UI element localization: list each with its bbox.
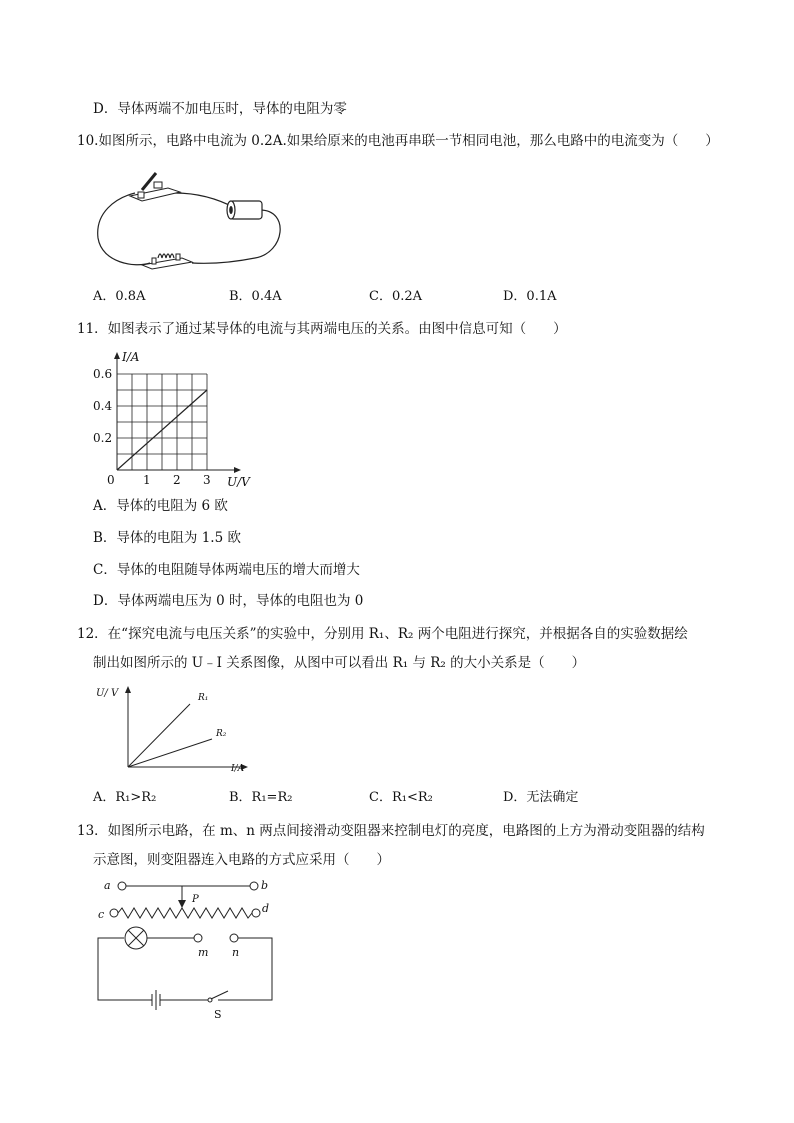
- q10-stem: 10.如图所示，电路中电流为 0.2A.如果给原来的电池再串联一节相同电池，那么电路中的电流变为（ ）: [77, 133, 719, 149]
- q13-label-b: b: [261, 879, 269, 892]
- q12-option-b[interactable]: B．R₁=R₂: [229, 790, 293, 805]
- q12-ui-graph: [94, 682, 264, 777]
- q12-stem-line1: 12．在“探究电流与电压关系”的实验中，分别用 R₁、R₂ 两个电阻进行探究，并根据各自的实验数据绘: [77, 626, 688, 642]
- q10-option-d[interactable]: D．0.1A: [503, 289, 557, 304]
- q13-terminal-m: [194, 934, 202, 942]
- q13-battery: [152, 990, 208, 1010]
- q12-r2-label: R₂: [216, 729, 227, 739]
- q11-x-tick-label: 3: [203, 473, 211, 487]
- q10-battery: [227, 201, 262, 219]
- q12-option-d[interactable]: D．无法确定: [503, 790, 579, 805]
- q12-r2-line: [128, 739, 212, 767]
- q10-wire: [98, 193, 150, 265]
- q11-y-tick-label: 0.6: [93, 367, 113, 381]
- q11-x-axis-label: U/V: [227, 475, 250, 489]
- q12-stem-line2: 制出如图所示的 U﹣I 关系图像，从图中可以看出 R₁ 与 R₂ 的大小关系是（ ）: [93, 655, 586, 671]
- q13-stem-line2: 示意图，则变阻器连入电路的方式应采用（ ）: [93, 852, 390, 868]
- q13-label-n: n: [232, 946, 240, 959]
- q11-grid: [117, 374, 207, 470]
- q13-stem-line1: 13．如图所示电路，在 m、n 两点间接滑动变阻器来控制电灯的亮度，电路图的上方为滑动变阻器的结构: [77, 823, 705, 839]
- q11-option-c[interactable]: C．导体的电阻随导体两端电压的增大而增大: [93, 562, 360, 578]
- q11-y-axis-label: I/A: [122, 350, 140, 364]
- q10-resistor: [142, 254, 192, 269]
- q12-r1-line: [128, 704, 190, 767]
- q9-option-d: D．导体两端不加电压时，导体的电阻为零: [93, 101, 347, 117]
- q13-wire-left: [98, 938, 152, 1000]
- q10-switch: [130, 173, 180, 201]
- q13-label-c: c: [98, 908, 105, 921]
- q13-label-s: S: [214, 1008, 222, 1021]
- q12-option-c[interactable]: C．R₁<R₂: [369, 790, 433, 805]
- q13-terminal-n: [230, 934, 238, 942]
- q11-stem: 11．如图表示了通过某导体的电流与其两端电压的关系。由图中信息可知（ ）: [77, 321, 567, 337]
- q13-lamp: [125, 927, 147, 949]
- q10-option-b[interactable]: B．0.4A: [229, 289, 282, 304]
- q12-x-label: I/A: [231, 764, 245, 774]
- q12-y-label: U/ V: [96, 688, 119, 699]
- q13-label-d: d: [262, 902, 270, 915]
- q10-option-c[interactable]: C．0.2A: [369, 289, 423, 304]
- q10-option-a[interactable]: A．0.8A: [93, 289, 146, 304]
- q11-y-tick-label: 0.4: [93, 399, 113, 413]
- q11-x-arrow: [234, 467, 241, 473]
- q13-resistance-wire: [118, 908, 252, 918]
- q11-x-tick-label: 2: [173, 473, 181, 487]
- q12-r1-label: R₁: [198, 693, 209, 703]
- q11-axes: [114, 352, 241, 473]
- q11-y-arrow: [114, 352, 120, 359]
- q13-circuit-figure: [94, 876, 284, 1021]
- q11-x-tick-label: 1: [143, 473, 151, 487]
- q11-y-tick-label: 0.2: [93, 431, 113, 445]
- q10-circuit-figure: [90, 168, 290, 273]
- q11-option-b[interactable]: B．导体的电阻为 1.5 欧: [93, 530, 241, 546]
- q13-label-m: m: [198, 946, 209, 959]
- q13-label-p: P: [192, 894, 199, 905]
- q11-origin-label: 0: [107, 473, 115, 487]
- q11-option-a[interactable]: A．导体的电阻为 6 欧: [93, 498, 228, 514]
- q12-option-a[interactable]: A．R₁>R₂: [93, 790, 157, 805]
- q11-option-d[interactable]: D．导体两端电压为 0 时，导体的电阻也为 0: [93, 593, 364, 609]
- q11-iu-chart: [90, 340, 270, 492]
- q13-label-a: a: [104, 879, 111, 892]
